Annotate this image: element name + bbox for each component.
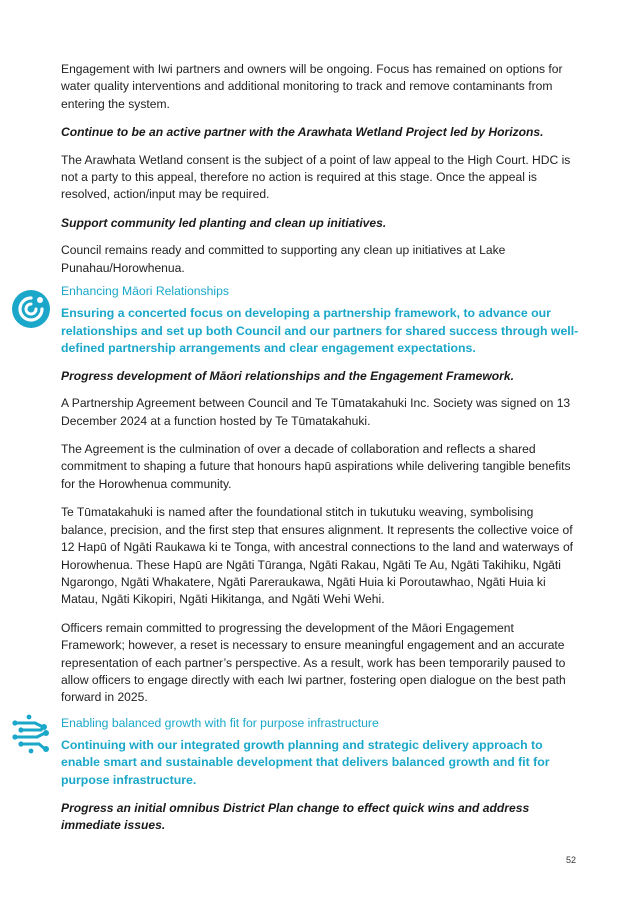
section-lead-growth: Continuing with our integrated growth planning and strategic delivery approach to enable smart and sustainable development that delivers balanced growth and fit for purpose infrastructure. <box>61 737 550 787</box>
paragraph-engagement: Engagement with Iwi partners and owners will be ongoing. Focus has remained on options for water quality interventions and additional monitoring to track and remove contaminants from entering the system. <box>61 62 563 111</box>
section-lead-maori: Ensuring a concerted focus on developing a partnership framework, to advance our relationships and set up both Council and our partners for shared success through well-defined partnership arrangements and clear engagement expectations. <box>61 306 579 356</box>
paragraph-agreement-culmination: The Agreement is the culmination of over a decade of collaboration and reflects a shared commitment to shaping a future that honours hapū aspirations while delivering tangible benefits for the Horowhenua community. <box>61 442 571 491</box>
paragraph-engagement-framework: Officers remain committed to progressing the development of the Māori Engagement Framework; however, a reset is necessary to ensure meaningful engagement and an accurate representation of each partner’s perspective. As a result, work has been temporarily paused to allow officers to engage directly with each Iwi partner, fostering open dialogue on the best path forward in 2025. <box>61 620 566 705</box>
section-heading-maori: Enhancing Māori Relationships <box>61 284 230 299</box>
infrastructure-network-icon <box>11 713 53 755</box>
page-number: 52 <box>565 855 576 865</box>
section-heading-growth: Enabling balanced growth with fit for purpose infrastructure <box>61 715 379 730</box>
paragraph-cleanup: Council remains ready and committed to supporting any clean up initiatives at Lake Punahau/Horowhenua. <box>61 243 506 275</box>
page-content <box>61 61 581 844</box>
section-balanced-growth <box>61 715 581 835</box>
section-maori-relationships <box>61 283 581 707</box>
paragraph-arawhata: The Arawhata Wetland consent is the subject of a point of law appeal to the High Court. HDC is not a party to this appeal, therefore no action is required at this stage. Once the appeal is resolved, action/input may be required. <box>61 152 571 202</box>
paragraph-partnership-agreement: A Partnership Agreement between Council and Te Tūmatakahuki Inc. Society was signed on 13 December 2024 at a function hosted by Te Tūmatakahuki. <box>61 396 571 428</box>
subheading-planting: Support community led planting and clean up initiatives. <box>61 215 387 230</box>
maori-koru-icon <box>11 289 51 329</box>
subheading-arawhata: Continue to be an active partner with the Arawhata Wetland Project led by Horizons. <box>61 125 544 140</box>
subheading-district-plan: Progress an initial omnibus District Plan change to effect quick wins and address immediate issues. <box>61 800 530 832</box>
subheading-maori-framework: Progress development of Māori relationships and the Engagement Framework. <box>61 368 514 383</box>
paragraph-te-tumatakahuki: Te Tūmatakahuki is named after the foundational stitch in tukutuku weaving, symbolising balance, precision, and the first step that ensures alignment. It represents the collective voice of 12 Hapū of Ngāti Raukawa ki te Tonga, with ancestral connections to the land and waterways of Horowhenua. These Hapū are Ngāti Tūranga, Ngāti Rakau, Ngāti Te Au, Ngāti Takihiku, Ngāti Ngarongo, Ngāti Whakatere, Ngāti Pareraukawa, Ngāti Huia ki Poroutawhao, Ngāti Huia ki Matau, Ngāti Kikopiri, Ngāti Hikitanga, and Ngāti Wehi Wehi. <box>61 505 574 607</box>
